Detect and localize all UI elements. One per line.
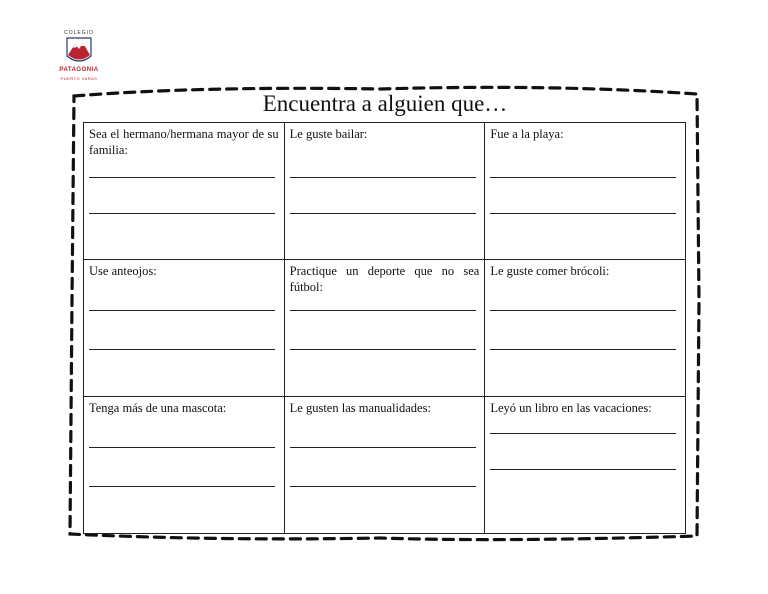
bingo-grid <box>83 122 686 534</box>
grid-row <box>84 123 686 260</box>
answer-line[interactable] <box>89 486 275 487</box>
answer-line[interactable] <box>490 310 676 311</box>
grid-cell <box>84 260 285 397</box>
logo-name: PATAGONIA <box>59 67 99 73</box>
logo-subtitle: PUERTO VARAS <box>60 76 98 81</box>
grid-cell <box>485 397 686 534</box>
answer-line[interactable] <box>290 349 476 350</box>
grid-cell <box>284 397 485 534</box>
cell-prompt: Le guste comer brócoli: <box>490 264 610 278</box>
cell-prompt: Le gusten las manualidades: <box>289 401 431 415</box>
answer-line[interactable] <box>490 349 676 350</box>
answer-line[interactable] <box>490 469 676 470</box>
answer-line[interactable] <box>290 486 476 487</box>
grid-cell <box>284 260 485 397</box>
cell-prompt: Sea el hermano/hermana mayor de su familia: <box>89 127 279 157</box>
grid-cell <box>485 123 686 260</box>
cell-prompt: Practique un deporte que no sea fútbol: <box>289 264 480 294</box>
grid-cell <box>84 123 285 260</box>
logo-top-text: COLEGIO <box>64 30 94 36</box>
cell-prompt: Fue a la playa: <box>490 127 564 141</box>
answer-line[interactable] <box>490 213 676 214</box>
grid-cell <box>284 123 485 260</box>
answer-line[interactable] <box>290 447 476 448</box>
answer-line[interactable] <box>490 177 676 178</box>
answer-line[interactable] <box>89 349 275 350</box>
answer-line[interactable] <box>89 177 275 178</box>
answer-line[interactable] <box>490 433 676 434</box>
grid-cell <box>84 397 285 534</box>
cell-prompt: Leyó un libro en las vacaciones: <box>490 401 652 415</box>
grid-row <box>84 260 686 397</box>
answer-line[interactable] <box>290 310 476 311</box>
answer-line[interactable] <box>290 213 476 214</box>
answer-line[interactable] <box>89 447 275 448</box>
cell-prompt: Le guste bailar: <box>289 127 368 141</box>
grid-cell <box>485 260 686 397</box>
answer-line[interactable] <box>89 310 275 311</box>
grid-row <box>84 397 686 534</box>
answer-line[interactable] <box>290 177 476 178</box>
cell-prompt: Use anteojos: <box>89 264 157 278</box>
page-title: Encuentra a alguien que… <box>262 91 508 116</box>
answer-line[interactable] <box>89 213 275 214</box>
cell-prompt: Tenga más de una mascota: <box>89 401 227 415</box>
